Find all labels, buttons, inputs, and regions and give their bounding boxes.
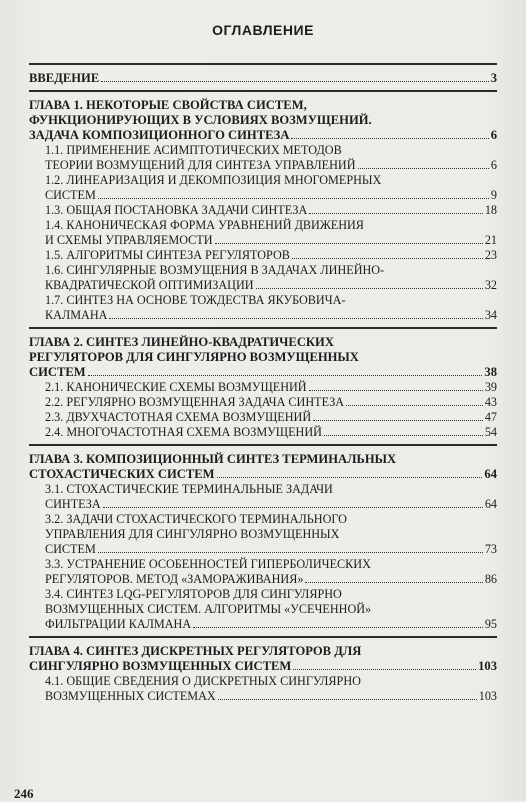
section-label: 1.7. СИНТЕЗ НА ОСНОВЕ ТОЖДЕСТВА ЯКУБОВИЧА- <box>45 293 346 307</box>
section-label: ФИЛЬТРАЦИИ КАЛМАНА <box>45 617 192 631</box>
chapter-title-line[interactable]: ГЛАВА 3. КОМПОЗИЦИОННЫЙ СИНТЕЗ ТЕРМИНАЛЬНЫХ <box>29 452 397 466</box>
chapter-title-line[interactable]: РЕГУЛЯТОРОВ ДЛЯ СИНГУЛЯРНО ВОЗМУЩЕННЫХ <box>29 350 359 364</box>
section-2-4[interactable] <box>29 425 497 440</box>
section-label: 4.1. ОБЩИЕ СВЕДЕНИЯ О ДИСКРЕТНЫХ СИНГУЛЯРНО <box>45 674 361 688</box>
dot-leader <box>309 213 483 214</box>
entry-page: 6 <box>490 128 497 142</box>
section-4-1[interactable] <box>29 674 497 704</box>
table-of-contents <box>29 59 497 706</box>
chapter-title-last[interactable] <box>29 128 497 143</box>
dot-leader <box>305 582 482 583</box>
section-label: КВАДРАТИЧЕСКОЙ ОПТИМИЗАЦИИ <box>45 278 254 292</box>
section-2-1[interactable] <box>29 380 497 395</box>
dot-leader <box>98 198 489 199</box>
dot-leader <box>109 318 482 319</box>
section-3-3[interactable] <box>29 557 497 587</box>
section-label: 3.4. СИНТЕЗ LQG-РЕГУЛЯТОРОВ ДЛЯ СИНГУЛЯРНО <box>45 587 342 601</box>
section-label: ТЕОРИИ ВОЗМУЩЕНИЙ ДЛЯ СИНТЕЗА УПРАВЛЕНИЙ <box>45 158 356 172</box>
section-1-7[interactable] <box>29 293 497 323</box>
section-2-2[interactable] <box>29 395 497 410</box>
divider <box>29 90 497 92</box>
dot-leader <box>324 435 483 436</box>
section-label: 1.3. ОБЩАЯ ПОСТАНОВКА ЗАДАЧИ СИНТЕЗА <box>45 203 308 217</box>
entry-page: 103 <box>478 659 497 673</box>
dot-leader <box>346 405 483 406</box>
section-label: 1.1. ПРИМЕНЕНИЕ АСИМПТОТИЧЕСКИХ МЕТОДОВ <box>45 143 342 157</box>
section-label: 2.2. РЕГУЛЯРНО ВОЗМУЩЕННАЯ ЗАДАЧА СИНТЕЗА <box>45 395 345 409</box>
section-3-1[interactable] <box>29 482 497 512</box>
dot-leader <box>293 669 476 670</box>
section-1-4[interactable] <box>29 218 497 248</box>
dot-leader <box>103 507 483 508</box>
section-page: 64 <box>484 497 497 511</box>
section-page: 54 <box>484 425 497 439</box>
section-3-4[interactable] <box>29 587 497 632</box>
section-label: 1.4. КАНОНИЧЕСКАЯ ФОРМА УРАВНЕНИЙ ДВИЖЕНИЯ <box>45 218 364 232</box>
dot-leader <box>292 258 483 259</box>
section-label: ВОЗМУЩЕННЫХ СИСТЕМ. АЛГОРИТМЫ «УСЕЧЕННОЙ» <box>45 602 372 616</box>
divider <box>29 444 497 446</box>
chapter-title-line[interactable]: ГЛАВА 4. СИНТЕЗ ДИСКРЕТНЫХ РЕГУЛЯТОРОВ ДЛЯ <box>29 644 362 658</box>
divider <box>29 636 497 638</box>
entry-page: 3 <box>490 71 497 85</box>
dot-leader <box>256 288 483 289</box>
section-label: 1.6. СИНГУЛЯРНЫЕ ВОЗМУЩЕНИЯ В ЗАДАЧАХ ЛИНЕЙНО- <box>45 263 385 277</box>
section-label: 2.1. КАНОНИЧЕСКИЕ СХЕМЫ ВОЗМУЩЕНИЙ <box>45 380 307 394</box>
entry-page: 64 <box>484 467 497 481</box>
section-3-2[interactable] <box>29 512 497 557</box>
section-label: УПРАВЛЕНИЯ ДЛЯ СИНГУЛЯРНО ВОЗМУЩЕННЫХ <box>45 527 340 541</box>
section-1-1[interactable] <box>29 143 497 173</box>
section-label: 3.3. УСТРАНЕНИЕ ОСОБЕННОСТЕЙ ГИПЕРБОЛИЧЕСКИХ <box>45 557 371 571</box>
dot-leader <box>218 699 477 700</box>
dot-leader <box>358 168 489 169</box>
section-page: 43 <box>484 395 497 409</box>
chapter-4 <box>29 644 497 704</box>
section-label: 2.3. ДВУХЧАСТОТНАЯ СХЕМА ВОЗМУЩЕНИЙ <box>45 410 312 424</box>
section-1-5[interactable] <box>29 248 497 263</box>
page-number: 246 <box>14 786 34 801</box>
section-label: 1.5. АЛГОРИТМЫ СИНТЕЗА РЕГУЛЯТОРОВ <box>45 248 290 262</box>
chapter-title-line[interactable]: ГЛАВА 1. НЕКОТОРЫЕ СВОЙСТВА СИСТЕМ, <box>29 98 307 112</box>
dot-leader <box>88 375 483 376</box>
section-page: 95 <box>484 617 497 631</box>
section-label: И СХЕМЫ УПРАВЛЯЕМОСТИ <box>45 233 213 247</box>
section-label: СИСТЕМ <box>45 188 96 202</box>
section-page: 9 <box>490 188 497 202</box>
chapter-2 <box>29 335 497 440</box>
chapter-3 <box>29 452 497 632</box>
entry-label: ВВЕДЕНИЕ <box>29 71 100 85</box>
section-label: 3.2. ЗАДАЧИ СТОХАСТИЧЕСКОГО ТЕРМИНАЛЬНОГО <box>45 512 347 526</box>
dot-leader <box>193 627 483 628</box>
chapter-title-line[interactable]: ГЛАВА 2. СИНТЕЗ ЛИНЕЙНО-КВАДРАТИЧЕСКИХ <box>29 335 334 349</box>
section-label: 2.4. МНОГОЧАСТОТНАЯ СХЕМА ВОЗМУЩЕНИЙ <box>45 425 322 439</box>
section-label: ВОЗМУЩЕННЫХ СИСТЕМАХ <box>45 689 216 703</box>
section-1-2[interactable] <box>29 173 497 203</box>
entry-label: СИНГУЛЯРНО ВОЗМУЩЕННЫХ СИСТЕМ <box>29 659 292 673</box>
chapter-1 <box>29 98 497 323</box>
entry-label: СИСТЕМ <box>29 365 86 379</box>
dot-leader <box>291 138 488 139</box>
section-page: 34 <box>484 308 497 322</box>
section-1-3[interactable] <box>29 203 497 218</box>
chapter-title-last[interactable] <box>29 659 497 674</box>
section-page: 21 <box>484 233 497 247</box>
divider <box>29 63 497 65</box>
dot-leader <box>101 81 488 82</box>
dot-leader <box>309 390 483 391</box>
section-page: 23 <box>484 248 497 262</box>
section-page: 47 <box>484 410 497 424</box>
entry-label: СТОХАСТИЧЕСКИХ СИСТЕМ <box>29 467 215 481</box>
section-label: КАЛМАНА <box>45 308 108 322</box>
dot-leader <box>98 552 483 553</box>
page-title: ОГЛАВЛЕНИЕ <box>212 22 314 38</box>
section-2-3[interactable] <box>29 410 497 425</box>
section-page: 39 <box>484 380 497 394</box>
section-page: 103 <box>478 689 497 703</box>
section-page: 18 <box>484 203 497 217</box>
dot-leader <box>313 420 483 421</box>
entry-label: ЗАДАЧА КОМПОЗИЦИОННОГО СИНТЕЗА <box>29 128 290 142</box>
entry-page: 38 <box>484 365 497 379</box>
section-1-6[interactable] <box>29 263 497 293</box>
dot-leader <box>217 477 483 478</box>
dot-leader <box>215 243 483 244</box>
section-label: 3.1. СТОХАСТИЧЕСКИЕ ТЕРМИНАЛЬНЫЕ ЗАДАЧИ <box>45 482 333 496</box>
section-label: СИСТЕМ <box>45 542 96 556</box>
chapter-title-last[interactable] <box>29 467 497 482</box>
section-label: РЕГУЛЯТОРОВ. МЕТОД «ЗАМОРАЖИВАНИЯ» <box>45 572 304 586</box>
section-page: 86 <box>484 572 497 586</box>
chapter-title-line[interactable]: ФУНКЦИОНИРУЮЩИХ В УСЛОВИЯХ ВОЗМУЩЕНИЙ. <box>29 113 372 127</box>
toc-entry-introduction[interactable] <box>29 71 497 86</box>
chapter-title-last[interactable] <box>29 365 497 380</box>
section-page: 32 <box>484 278 497 292</box>
section-label: 1.2. ЛИНЕАРИЗАЦИЯ И ДЕКОМПОЗИЦИЯ МНОГОМЕРНЫХ <box>45 173 382 187</box>
divider <box>29 327 497 329</box>
section-label: СИНТЕЗА <box>45 497 101 511</box>
section-page: 6 <box>490 158 497 172</box>
section-page: 73 <box>484 542 497 556</box>
